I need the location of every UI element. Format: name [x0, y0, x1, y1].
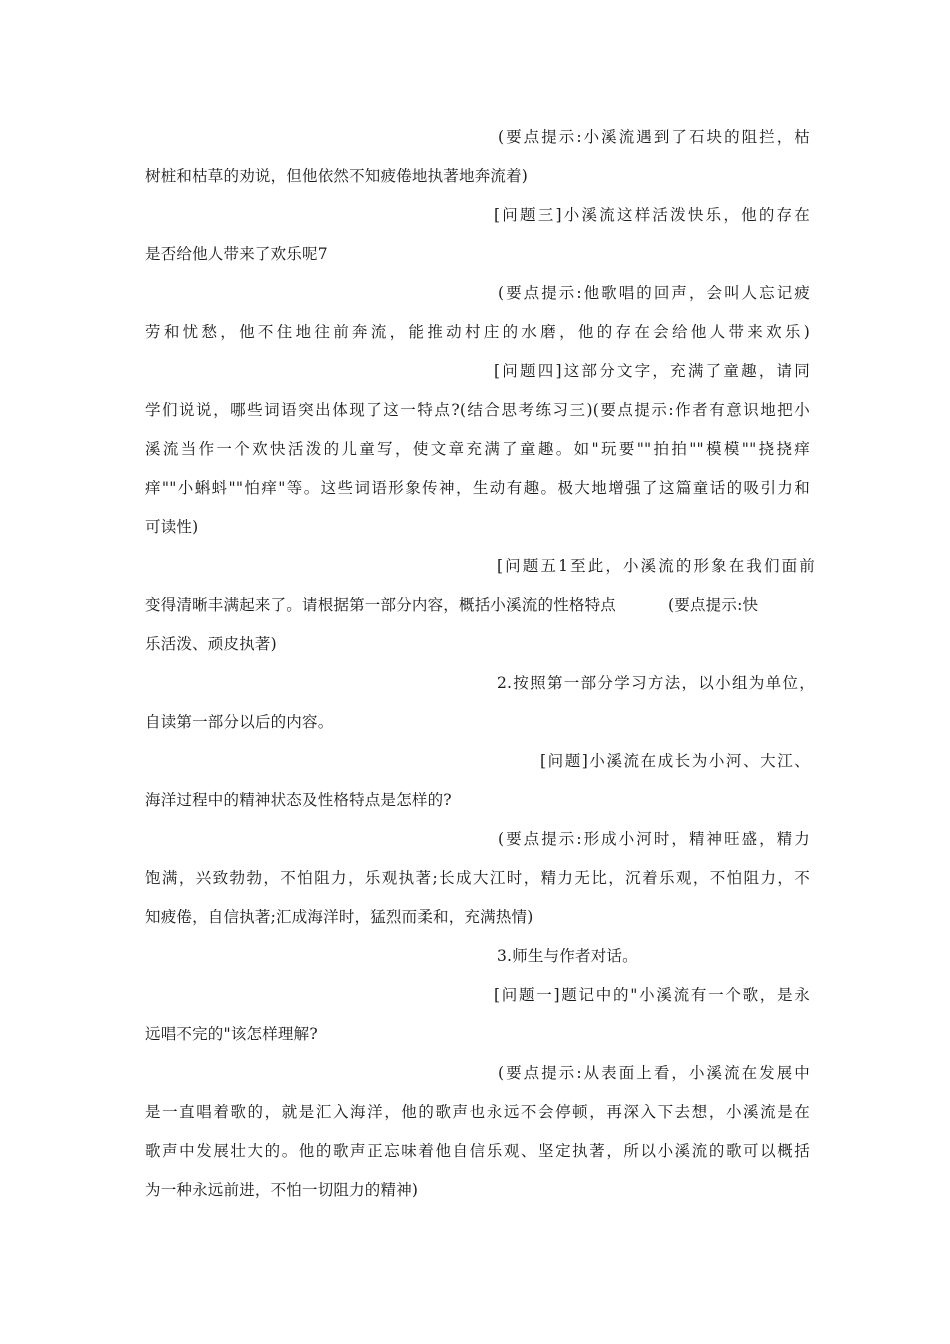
text-line: (要点提示:他歌唱的回声，会叫人忘记疲: [498, 284, 810, 302]
text-line: 是一直唱着歌的，就是汇入海洋，他的歌声也永远不会停顿，再深入下去想，小溪流是在: [145, 1103, 810, 1121]
text-line: 海洋过程中的精神状态及性格特点是怎样的?: [145, 791, 452, 809]
text-line: 2.按照第一部分学习方法，以小组为单位，: [497, 674, 815, 692]
text-line: [145, 594, 810, 616]
text-line: 知疲倦，自信执著;汇成海洋时，猛烈而柔和，充满热情): [145, 908, 534, 926]
text-line: (要点提示:小溪流遇到了石块的阻拦，枯: [498, 128, 810, 146]
text-line: 饱满，兴致勃勃，不怕阻力，乐观执著;长成大江时，精力无比，沉着乐观，不怕阻力，不: [145, 869, 810, 887]
text-line: [问题三]小溪流这样活泼快乐，他的存在: [494, 206, 810, 224]
text-line: 远唱不完的"该怎样理解?: [145, 1025, 318, 1043]
text-line: 是否给他人带来了欢乐呢7: [145, 245, 328, 263]
text-line: 3.师生与作者对话。: [497, 947, 638, 965]
text-line: 歌声中发展壮大的。他的歌声正忘味着他自信乐观、坚定执著，所以小溪流的歌可以概括: [145, 1142, 810, 1160]
text-line: [问题]小溪流在成长为小河、大江、: [540, 752, 810, 770]
text-line: [问题五1至此，小溪流的形象在我们面前: [497, 557, 815, 575]
text-segment: 变得清晰丰满起来了。请根据第一部分内容，概括小溪流的性格特点: [145, 596, 617, 614]
text-line: 溪流当作一个欢快活泼的儿童写，使文章充满了童趣。如"玩要""拍拍""模模""挠挠痒: [145, 440, 810, 458]
text-line: (要点提示:从表面上看，小溪流在发展中: [498, 1064, 810, 1082]
text-line: 痒""小蝌蚪""怕痒"等。这些词语形象传神，生动有趣。极大地增强了这篇童话的吸引力和: [145, 479, 810, 497]
text-line: (要点提示:形成小河时，精神旺盛，精力: [498, 830, 810, 848]
text-line: [问题四]这部分文字，充满了童趣，请同: [494, 362, 810, 380]
text-line: 为一种永远前进，不怕一切阻力的精神): [145, 1181, 419, 1199]
text-line: 劳和忧愁，他不住地往前奔流，能推动村庄的水磨，他的存在会给他人带来欢乐): [145, 323, 810, 341]
text-line: 自读第一部分以后的内容。: [145, 713, 334, 731]
text-line: 学们说说，哪些词语突出体现了这一特点?(结合思考练习三)(要点提示:作者有意识地把小: [145, 401, 810, 419]
text-line: 树桩和枯草的劝说，但他依然不知疲倦地执著地奔流着): [145, 167, 529, 185]
text-line: [问题一]题记中的"小溪流有一个歌，是永: [494, 986, 810, 1004]
text-segment: (要点提示:快: [668, 596, 759, 614]
text-line: 乐活泼、顽皮执著): [145, 635, 277, 653]
text-line: 可读性): [145, 518, 199, 536]
